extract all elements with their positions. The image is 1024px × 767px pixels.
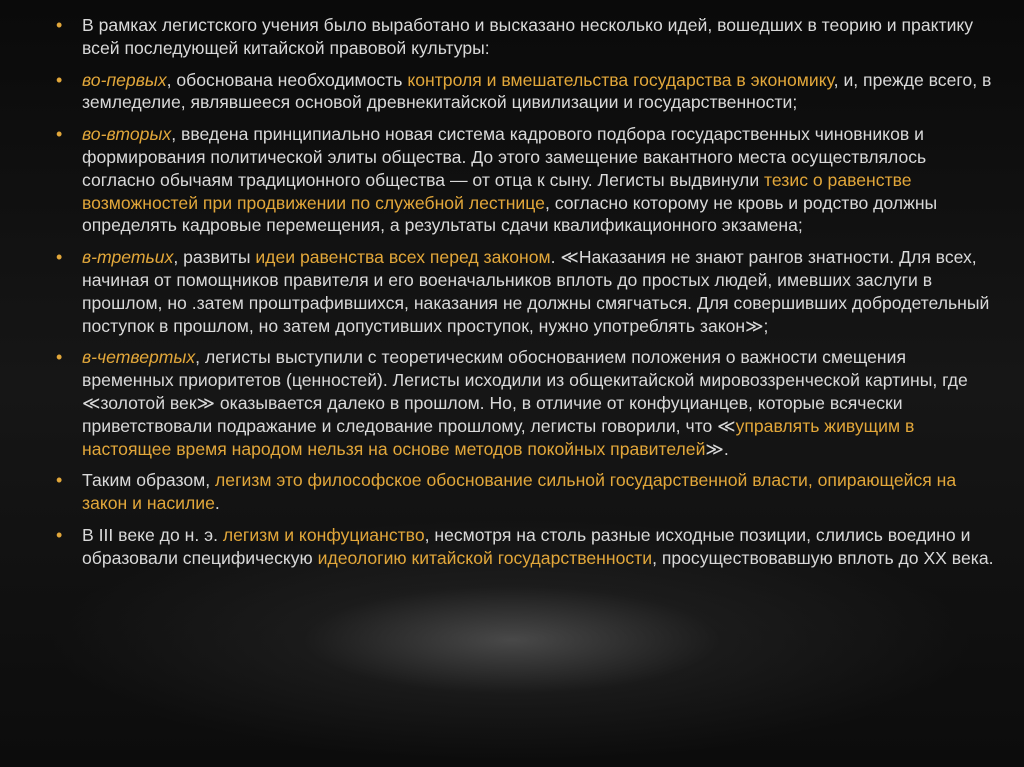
body-text: , развиты	[173, 247, 256, 268]
highlighted-text: легизм это философское обоснование сильной государственной власти, опирающейся на закон и насилие	[82, 470, 957, 514]
bullet-dot-icon: •	[56, 524, 63, 545]
bullet-dot-icon: •	[56, 124, 63, 145]
highlighted-text: тезис о равенстве возможностей при продвижении по служебной лестнице	[82, 169, 912, 213]
bullet-dot-icon: •	[56, 470, 63, 491]
body-text: , просуществовавшую вплоть до XX века.	[652, 547, 994, 568]
highlighted-text: управлять живущим в настоящее время народом нельзя на основе методов покойных правителей	[82, 415, 915, 459]
bullet-item	[56, 524, 996, 570]
body-text: , легисты выступили с теоретическим обоснованием положения о важности смещения временных приоритетов (ценностей). Легисты исходили из общекитайской мировоззренческой картины, где ≪золотой век≫ оказывается далеко в прошлом. Но, в отличие от конфуцианцев, которые всячески приветствовали подражание и следование прошлому, легисты говорили, что ≪	[82, 347, 968, 436]
body-text: В III веке до н. э.	[82, 524, 223, 545]
bullet-list	[56, 14, 996, 579]
body-text: Таким образом,	[82, 470, 216, 491]
bullet-item	[56, 246, 996, 337]
body-text: , несмотря на столь разные исходные позиции, слились воедино и образовали специфическую	[82, 524, 971, 568]
bullet-item	[56, 469, 996, 515]
body-text: ≫.	[705, 438, 729, 459]
body-text: , введена принципиально новая система кадрового подбора государственных чиновников и формирования политической элиты общества. До этого замещение вакантного места осуществлялось согласно обычаям традиционного общества — от отца к сыну. Легисты выдвинули	[82, 124, 927, 190]
highlighted-text: идеологию китайской государственности	[317, 547, 653, 568]
body-text: .	[214, 493, 220, 514]
bullet-item	[56, 346, 996, 460]
highlighted-italic-text: во-вторых	[82, 124, 172, 145]
highlighted-text: идеи равенства всех перед законом	[255, 247, 551, 268]
body-text: . ≪Наказания не знают рангов знатности. Для всех, начиная от помощников правителя и его военачальников вплоть до простых людей, имевших заслуги в прошлом, но .затем проштрафившихся, наказания не должны смягчаться. Для совершивших добродетельный поступок в прошлом, но затем допустивших проступок, нужно употреблять закон≫;	[82, 247, 990, 336]
body-text: В рамках легистского учения было выработано и высказано несколько идей, вошедших в теорию и практику всей последующей китайской правовой культуры:	[82, 15, 974, 58]
bullet-item	[56, 123, 996, 237]
bullet-dot-icon: •	[56, 69, 63, 90]
highlighted-italic-text: во-первых	[82, 69, 167, 90]
body-text: , и, прежде всего, в земледелие, являвшееся основой древнекитайской цивилизации и государственности;	[82, 69, 992, 113]
body-text: , обоснована необходимость	[166, 69, 408, 90]
bullet-dot-icon: •	[56, 247, 63, 268]
highlighted-italic-text: в-четвертых	[82, 347, 196, 368]
bullet-item	[56, 14, 996, 60]
body-text: , согласно которому не кровь и родство должны определять кадровые перемещения, а результаты сдачи квалификационного экзамена;	[82, 192, 938, 236]
bullet-dot-icon: •	[56, 347, 63, 368]
highlighted-text: контроля и вмешательства государства в экономику	[407, 69, 834, 90]
highlighted-italic-text: в-третьих	[82, 247, 174, 268]
bullet-dot-icon: •	[56, 15, 63, 35]
bullet-item	[56, 69, 996, 115]
highlighted-text: легизм и конфуцианство	[222, 524, 425, 545]
